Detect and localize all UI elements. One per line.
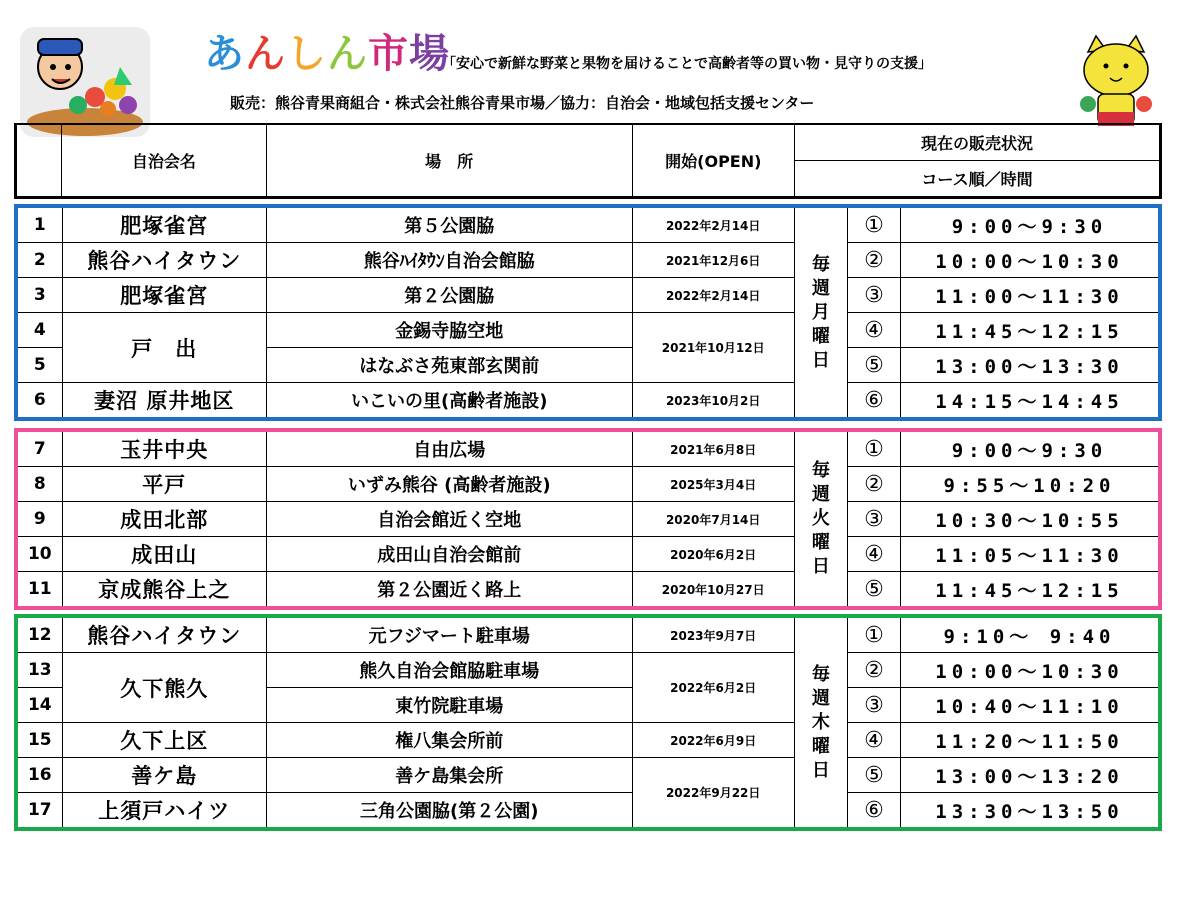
course-number: ④: [847, 313, 900, 348]
location: 熊久自治会館脇駐車場: [266, 653, 632, 688]
association-name: 肥塚雀宮: [62, 206, 266, 243]
header-number: [16, 124, 62, 198]
row-number: 14: [16, 688, 62, 723]
open-date: 2020年10月27日: [632, 572, 794, 609]
location: 自由広場: [266, 430, 632, 467]
open-date: 2023年9月7日: [632, 616, 794, 653]
row-number: 12: [16, 616, 62, 653]
time-slot: 10:00～10:30: [900, 653, 1160, 688]
association-name: 成田北部: [62, 502, 266, 537]
time-slot: 11:45～12:15: [900, 572, 1160, 609]
title-char: 場: [409, 31, 450, 77]
header-course-time: コース順／時間: [795, 161, 1161, 198]
open-date: 2022年2月14日: [632, 278, 794, 313]
row-number: 16: [16, 758, 62, 793]
association-name: 善ケ島: [62, 758, 266, 793]
weekday-label: 毎 週 火 曜 日: [794, 430, 847, 608]
course-number: ④: [847, 723, 900, 758]
location: 第２公園脇: [266, 278, 632, 313]
table-row: [16, 723, 1160, 758]
open-date: 2020年7月14日: [632, 502, 794, 537]
association-name: 成田山: [62, 537, 266, 572]
cat-mascot-logo: [1068, 32, 1164, 136]
header-place: 場 所: [266, 124, 632, 198]
association-name: 久下上区: [62, 723, 266, 758]
title-char: ん: [327, 31, 368, 77]
course-number: ②: [847, 467, 900, 502]
table-row: [16, 793, 1160, 830]
table-row: [16, 278, 1160, 313]
time-slot: 11:20～11:50: [900, 723, 1160, 758]
time-slot: 11:00～11:30: [900, 278, 1160, 313]
open-date: 2020年6月2日: [632, 537, 794, 572]
association-name: 京成熊谷上之: [62, 572, 266, 609]
location: 東竹院駐車場: [266, 688, 632, 723]
row-number: 5: [16, 348, 62, 383]
location: 善ケ島集会所: [266, 758, 632, 793]
time-slot: 9:55～10:20: [900, 467, 1160, 502]
weekday-label: 毎 週 木 曜 日: [794, 616, 847, 829]
location: 元フジマート駐車場: [266, 616, 632, 653]
monday-route-table: [14, 204, 1162, 421]
location: はなぶさ苑東部玄関前: [266, 348, 632, 383]
course-number: ⑥: [847, 793, 900, 830]
location: 金錫寺脇空地: [266, 313, 632, 348]
location: 権八集会所前: [266, 723, 632, 758]
table-row: [16, 758, 1160, 793]
course-number: ⑤: [847, 758, 900, 793]
time-slot: 9:10～ 9:40: [900, 616, 1160, 653]
open-date: 2022年6月2日: [632, 653, 794, 723]
association-name: 熊谷ハイタウン: [62, 616, 266, 653]
row-number: 4: [16, 313, 62, 348]
location: 第５公園脇: [266, 206, 632, 243]
time-slot: 13:00～13:20: [900, 758, 1160, 793]
time-slot: 10:00～10:30: [900, 243, 1160, 278]
time-slot: 10:40～11:10: [900, 688, 1160, 723]
location: 三角公園脇(第２公園): [266, 793, 632, 830]
time-slot: 11:05～11:30: [900, 537, 1160, 572]
table-row: [16, 467, 1160, 502]
table-row: [16, 430, 1160, 467]
open-date: 2022年9月22日: [632, 758, 794, 830]
course-number: ③: [847, 688, 900, 723]
header-open-date: 開始(OPEN): [632, 124, 794, 198]
open-date: 2025年3月4日: [632, 467, 794, 502]
table-row: [16, 243, 1160, 278]
row-number: 1: [16, 206, 62, 243]
course-number: ⑥: [847, 383, 900, 420]
location: 成田山自治会館前: [266, 537, 632, 572]
row-number: 6: [16, 383, 62, 420]
association-name: 上須戸ハイツ: [62, 793, 266, 830]
open-date: 2023年10月2日: [632, 383, 794, 420]
row-number: 10: [16, 537, 62, 572]
time-slot: 14:15～14:45: [900, 383, 1160, 420]
table-row: [16, 537, 1160, 572]
association-name: 肥塚雀宮: [62, 278, 266, 313]
table-row: [16, 572, 1160, 609]
association-name: 久下熊久: [62, 653, 266, 723]
course-number: ⑤: [847, 572, 900, 609]
tuesday-route-table: [14, 428, 1162, 610]
page-subtitle: 「安心で新鮮な野菜と果物を届けることで高齢者等の買い物・見守りの支援」: [442, 56, 932, 72]
row-number: 9: [16, 502, 62, 537]
table-row: [16, 653, 1160, 688]
location: いこいの里(高齢者施設): [266, 383, 632, 420]
table-row: [16, 383, 1160, 420]
open-date: 2022年2月14日: [632, 206, 794, 243]
row-number: 3: [16, 278, 62, 313]
title-char: あ: [204, 31, 245, 77]
row-number: 17: [16, 793, 62, 830]
open-date: 2021年6月8日: [632, 430, 794, 467]
course-number: ④: [847, 537, 900, 572]
table-row: [16, 616, 1160, 653]
location: 熊谷ﾊｲﾀｳﾝ自治会館脇: [266, 243, 632, 278]
open-date: 2021年10月12日: [632, 313, 794, 383]
location: いずみ熊谷 (高齢者施設): [266, 467, 632, 502]
course-number: ①: [847, 430, 900, 467]
time-slot: 11:45～12:15: [900, 313, 1160, 348]
time-slot: 9:00～9:30: [900, 206, 1160, 243]
table-row: [16, 206, 1160, 243]
association-name: 妻沼 原井地区: [62, 383, 266, 420]
thursday-route-table: [14, 614, 1162, 831]
course-number: ①: [847, 616, 900, 653]
title-char: 市: [368, 31, 409, 77]
vendor-mascot-logo: [20, 27, 150, 137]
open-date: 2022年6月9日: [632, 723, 794, 758]
association-name: 戸 出: [62, 313, 266, 383]
time-slot: 10:30～10:55: [900, 502, 1160, 537]
table-row: [16, 502, 1160, 537]
weekday-label: 毎 週 月 曜 日: [794, 206, 847, 419]
header-association: 自治会名: [62, 124, 267, 198]
course-number: ②: [847, 243, 900, 278]
row-number: 8: [16, 467, 62, 502]
course-number: ③: [847, 502, 900, 537]
row-number: 11: [16, 572, 62, 609]
time-slot: 9:00～9:30: [900, 430, 1160, 467]
time-slot: 13:30～13:50: [900, 793, 1160, 830]
row-number: 7: [16, 430, 62, 467]
time-slot: 13:00～13:30: [900, 348, 1160, 383]
open-date: 2021年12月6日: [632, 243, 794, 278]
row-number: 13: [16, 653, 62, 688]
course-number: ⑤: [847, 348, 900, 383]
title-char: ん: [245, 31, 286, 77]
header-sales-status: 現在の販売状況: [795, 124, 1161, 161]
table-row: [16, 313, 1160, 348]
location: 第２公園近く路上: [266, 572, 632, 609]
page-title: [204, 30, 450, 78]
course-number: ①: [847, 206, 900, 243]
course-number: ③: [847, 278, 900, 313]
title-char: し: [286, 31, 327, 77]
row-number: 15: [16, 723, 62, 758]
location: 自治会館近く空地: [266, 502, 632, 537]
association-name: 熊谷ハイタウン: [62, 243, 266, 278]
association-name: 玉井中央: [62, 430, 266, 467]
row-number: 2: [16, 243, 62, 278]
course-number: ②: [847, 653, 900, 688]
association-name: 平戸: [62, 467, 266, 502]
schedule-table-header: [14, 123, 1162, 199]
seller-credit: 販売：熊谷青果商組合・株式会社熊谷青果市場／協力：自治会・地域包括支援センター: [230, 94, 815, 112]
